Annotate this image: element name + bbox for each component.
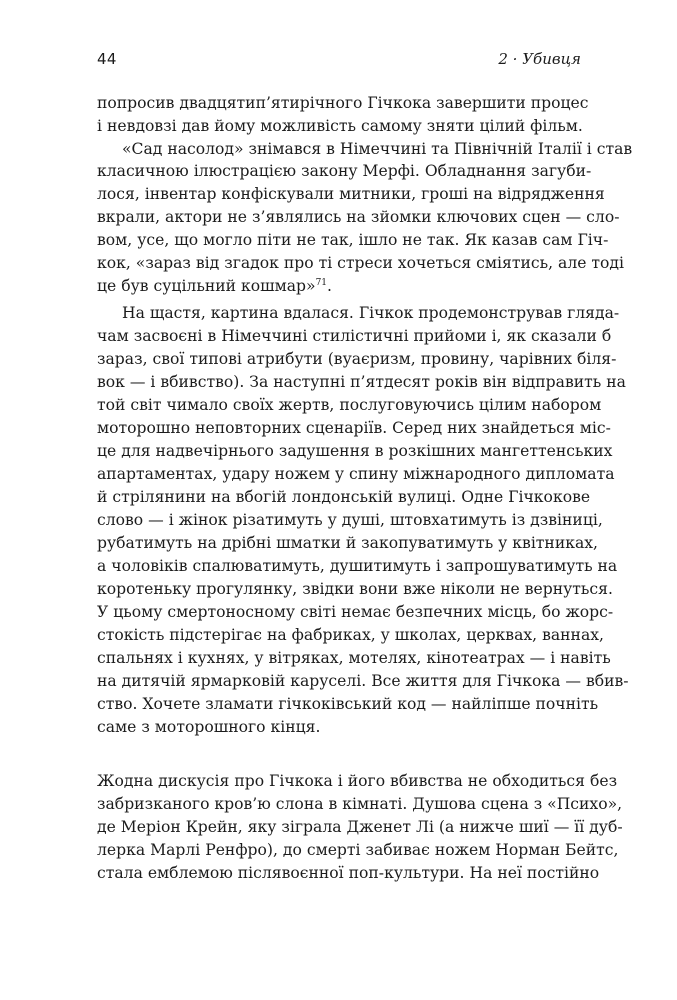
text-line: зараз, свої типові атрибути (вуаєризм, провину, чарівних біля- xyxy=(97,350,617,368)
text-line: класичною ілюстрацією закону Мерфі. Обладнання загуби- xyxy=(97,162,592,180)
text-line: а чоловіків спалюватимуть, душитимуть і запрошуватимуть на xyxy=(97,557,618,575)
text-line: кок, «зараз від згадок про ті стреси хочеться сміятись, але тоді xyxy=(97,254,625,272)
text-line: ство. Хочете зламати гічкоківський код — найліпше почніть xyxy=(97,695,599,713)
text-line: рубатимуть на дрібні шматки й закопуватимуть у квітниках, xyxy=(97,534,599,552)
text-line: і невдовзі дав йому можливість самому зняти цілий фільм. xyxy=(97,117,583,135)
text-line: моторошно неповторних сценаріїв. Серед них знайдеться міс- xyxy=(97,419,611,437)
text-line: вом, усе, що могло піти не так, ішло не так. Як казав сам Гіч- xyxy=(97,231,609,249)
chapter-title: 2 · Убивця xyxy=(498,50,581,68)
text-line: й стрілянини на вбогій лондонській вулиці. Одне Гічкокове xyxy=(97,488,591,506)
text-line: вок — і вбивство). За наступні п’ятдесят років він відправить на xyxy=(97,373,626,391)
text-line: забризканого кров’ю слона в кімнаті. Душова сцена з «Психо», xyxy=(97,795,623,813)
text-line: це був суцільний кошмар» xyxy=(97,277,316,295)
text-line: на дитячій ярмарковій каруселі. Все життя для Гічкока — вбив- xyxy=(97,672,629,690)
text-line: У цьому смертоносному світі немає безпечних місць, бо жорс- xyxy=(97,603,614,621)
text-line: лерка Марлі Ренфро), до смерті забиває ножем Норман Бейтс, xyxy=(97,841,619,859)
text-line: лося, інвентар конфіскували митники, гроші на відрядження xyxy=(97,185,605,203)
text-line: стокість підстерігає на фабриках, у школах, церквах, ваннах, xyxy=(97,626,605,644)
running-header xyxy=(97,50,581,70)
text-line: той світ чимало своїх жертв, послуговуючись цілим набором xyxy=(97,396,602,414)
text-line: де Меріон Крейн, яку зіграла Дженет Лі (а нижче шиї — її дуб- xyxy=(97,818,623,836)
text-line: коротеньку прогулянку, звідки вони вже ніколи не вернуться. xyxy=(97,580,613,598)
page-number: 44 xyxy=(97,50,117,68)
text-line: Жодна дискусія про Гічкока і його вбивства не обходиться без xyxy=(97,772,618,790)
text-line: вкрали, актори не з’являлись на зйомки ключових сцен — сло- xyxy=(97,208,620,226)
text-line: чам засвоєні в Німеччині стилістичні прийоми і, як сказали б xyxy=(97,327,612,345)
text-line: «Сад насолод» знімався в Німеччині та Північній Італії і став xyxy=(122,140,633,158)
text-line: це для надвечірнього задушення в розкішних мангеттенських xyxy=(97,442,613,460)
text-line: слово — і жінок різатимуть у душі, штовхатимуть із дзвіниці, xyxy=(97,511,603,529)
text-line: спальнях і кухнях, у вітряках, мотелях, кінотеатрах — і навіть xyxy=(97,649,611,667)
text-line: попросив двадцятип’ятирічного Гічкока завершити процес xyxy=(97,94,589,112)
text-line: стала емблемою післявоєнної поп-культури. На неї постійно xyxy=(97,864,600,882)
footnote-reference[interactable]: 71 xyxy=(315,278,328,288)
text-line-with-footnote: це був суцільний кошмар»$^{71}$. xyxy=(97,277,332,295)
text-line: апартаментах, удару ножем у спину міжнародного дипломата xyxy=(97,465,615,483)
text-line: саме з моторошного кінця. xyxy=(97,718,321,736)
text-line: На щастя, картина вдалася. Гічкок продемонстрував гляда- xyxy=(122,304,620,322)
